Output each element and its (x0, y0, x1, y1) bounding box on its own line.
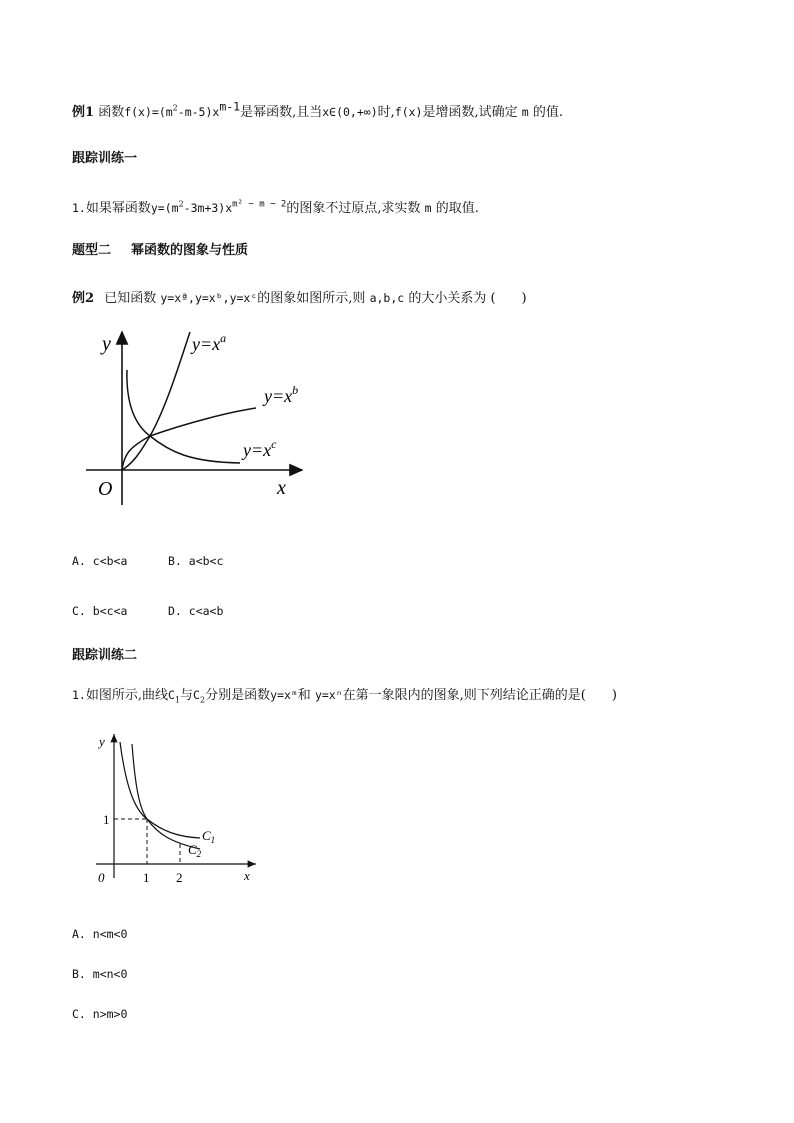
example2-line (72, 289, 527, 308)
formula: x∈(0,+∞) (322, 105, 378, 119)
curve-c2 (132, 744, 200, 849)
text: 如果幂函数 (85, 201, 151, 216)
tick-x-1: 1 (143, 870, 150, 885)
formula: f(x) (394, 105, 423, 119)
option-q2-a[interactable]: A. n<m<0 (72, 927, 128, 941)
formula: y=xª,y=xᵇ,y=xᶜ (160, 291, 258, 305)
example2-label: 例2 (72, 291, 95, 306)
option-d[interactable]: D. c<a<b (168, 604, 224, 618)
curve-b (122, 408, 256, 470)
tick-x-2: 2 (176, 870, 183, 885)
axis-label-x: x (277, 477, 286, 499)
formula: f(x)=(m (124, 105, 173, 119)
text: 的值. (532, 105, 563, 120)
text: 的图象如图所示,则 (257, 291, 366, 306)
q-number: 1. (72, 201, 86, 215)
options-row-2 (72, 602, 264, 620)
text: 分别是函数 (205, 688, 271, 703)
curve-c (127, 370, 240, 463)
exponent: m² − m − 2 (232, 199, 287, 210)
example1-line: 例1 函数$f(x)=(m^2-m-5)x^{m-1}$是幂函数,且当x∈(0,+∞)时,f(x)是增函数,试确定 m 的值. (72, 99, 563, 120)
power-function-graph (80, 322, 320, 514)
text: 时, (377, 105, 395, 120)
label-c1: $C_1$ (202, 828, 216, 845)
text: 与 (180, 688, 194, 703)
option-a[interactable]: A. c<b<a (72, 554, 128, 568)
origin-label: O (98, 478, 113, 500)
text: 是幂函数,且当 (240, 105, 323, 120)
text: 如图所示,曲线 (85, 688, 168, 703)
origin-label: 0 (98, 870, 105, 885)
text: 在第一象限内的图象,则下列结论正确的是( ) (342, 688, 617, 703)
example1-label: 例1 (72, 105, 95, 120)
formula: m (424, 201, 432, 215)
text: 已知函数 (104, 291, 157, 306)
option-b[interactable]: B. a<b<c (168, 554, 224, 568)
axis-label-y: y (102, 333, 111, 355)
option-q2-c[interactable]: C. n>m>0 (72, 1007, 128, 1021)
type2-label: 题型二 (72, 243, 112, 258)
formula: m (521, 105, 529, 119)
text: 的取值. (435, 201, 479, 216)
training2-title: 跟踪训练二 (72, 648, 138, 663)
text: 函数 (98, 105, 125, 120)
label-c2: $C_2$ (188, 842, 202, 859)
formula: y=xᵐ (270, 688, 298, 702)
formula: -m-5)x (177, 105, 220, 119)
formula: C (193, 688, 200, 702)
axis-label-x: x (244, 868, 250, 883)
c1-c2-graph (90, 728, 270, 888)
text: 的大小关系为 ( ) (408, 291, 527, 306)
label-curve-c: $y=x^c$ (243, 437, 277, 460)
exponent: m-1 (219, 99, 241, 114)
axis-label-y: y (99, 734, 105, 749)
formula: a,b,c (369, 291, 405, 305)
option-q2-b[interactable]: B. m<n<0 (72, 967, 128, 981)
q2-line: 1.如图所示,曲线$C_1$与$C_2$分别是函数y=xᵐ和 y=xⁿ在第一象限内的图象,则下列结论正确的是( ) (72, 688, 617, 705)
text: 的图象不过原点,求实数 (286, 201, 421, 216)
curve-a (122, 332, 190, 470)
formula: y=(m (150, 201, 179, 215)
label-curve-a: $y=x^a$ (192, 331, 227, 354)
type2-heading (72, 242, 248, 260)
label-curve-b: $y=x^b$ (264, 383, 299, 406)
text: 是增函数,试确定 (422, 105, 518, 120)
formula: -3m+3)x (183, 201, 233, 215)
tick-y-1: 1 (103, 812, 110, 827)
q-number: 1. (72, 688, 86, 702)
q1-line: 1.如果幂函数$y=(m^2-3m+3)x^{m^2 - m - 2}$的图象不过原点,求实数 m 的取值. (72, 199, 479, 216)
text: 和 (297, 688, 311, 703)
options-row-1 (72, 552, 264, 570)
option-c[interactable]: C. b<c<a (72, 604, 128, 618)
formula: y=xⁿ (314, 688, 343, 702)
type2-title: 幂函数的图象与性质 (131, 243, 249, 258)
formula: C (168, 688, 175, 702)
training1-title: 跟踪训练一 (72, 151, 138, 166)
curve-c1 (120, 742, 200, 838)
